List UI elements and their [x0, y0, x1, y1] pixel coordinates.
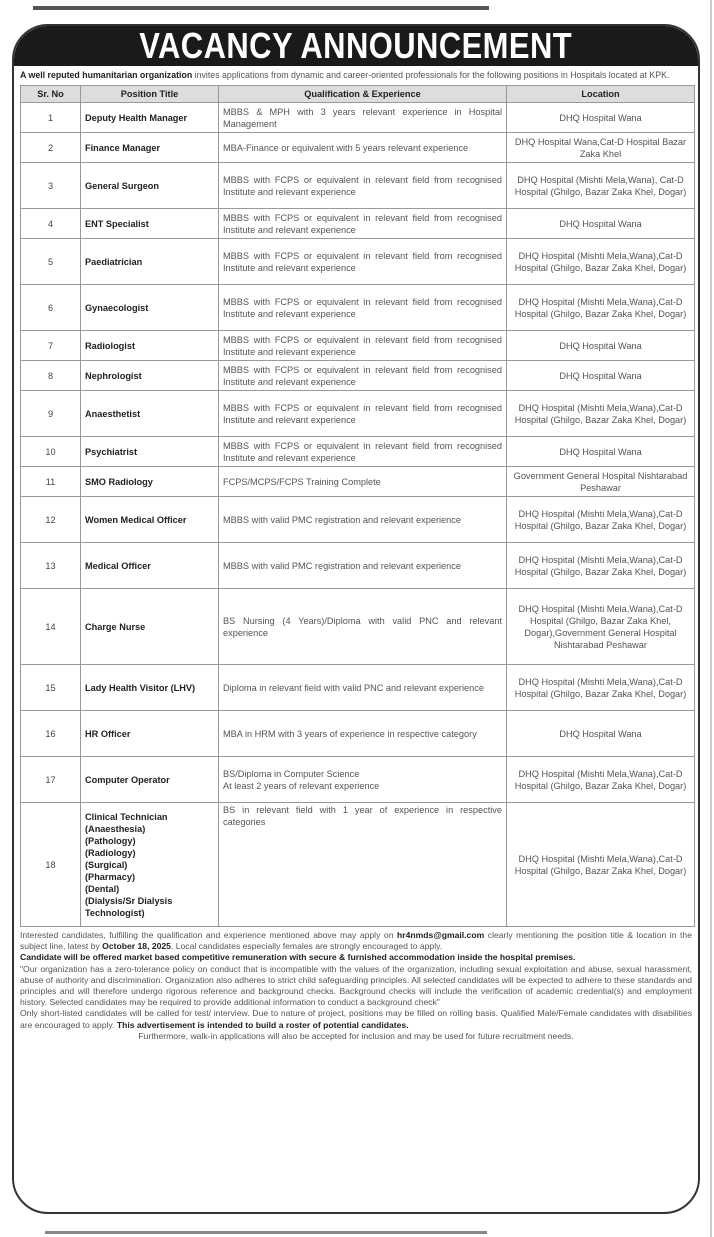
row-position-title: Nephrologist	[81, 361, 219, 391]
row-qualification: MBBS with valid PMC registration and relevant experience	[219, 497, 507, 543]
row-sr-no: 18	[21, 803, 81, 927]
row-sr-no: 14	[21, 589, 81, 665]
table-row	[21, 133, 695, 163]
deadline: October 18, 2025	[102, 941, 171, 952]
walkin-note: Furthermore, walk-in applications will also be accepted for inclusion and may be used for future recruitment needs.	[138, 1030, 574, 1041]
row-location: DHQ Hospital (Mishti Mela,Wana),Cat-D Hospital (Ghilgo, Bazar Zaka Khel, Dogar)	[507, 543, 695, 589]
page-title: VACANCY ANNOUNCEMENT	[139, 25, 573, 66]
apply-text-post: . Local candidates especially females are strongly encouraged to apply.	[170, 941, 443, 952]
row-location: DHQ Hospital (Mishti Mela,Wana),Cat-D Hospital (Ghilgo, Bazar Zaka Khel, Dogar),Government General Hospital Nishtarabad Peshawar	[507, 589, 695, 665]
row-location: DHQ Hospital Wana	[507, 331, 695, 361]
row-sr-no: 13	[21, 543, 81, 589]
table-row	[21, 803, 695, 927]
row-sr-no: 10	[21, 437, 81, 467]
remuneration-note	[20, 952, 692, 963]
vacancy-table	[20, 85, 695, 927]
row-position-title: SMO Radiology	[81, 467, 219, 497]
row-qualification: MBBS with FCPS or equivalent in relevant field from recognised Institute and relevant experience	[219, 361, 507, 391]
table-row	[21, 543, 695, 589]
row-location: DHQ Hospital Wana	[507, 437, 695, 467]
row-location: DHQ Hospital (Mishti Mela,Wana),Cat-D Hospital (Ghilgo, Bazar Zaka Khel, Dogar)	[507, 391, 695, 437]
table-row	[21, 467, 695, 497]
row-qualification: MBA in HRM with 3 years of experience in respective category	[219, 711, 507, 757]
table-row	[21, 285, 695, 331]
apply-email[interactable]: hr4nmds@gmail.com	[397, 930, 485, 940]
table-row	[21, 209, 695, 239]
row-position-title: Lady Health Visitor (LHV)	[81, 665, 219, 711]
row-qualification: Diploma in relevant field with valid PNC and relevant experience	[219, 665, 507, 711]
row-qualification: MBBS with FCPS or equivalent in relevant field from recognised Institute and relevant experience	[219, 331, 507, 361]
row-sr-no: 8	[21, 361, 81, 391]
row-position-title: Women Medical Officer	[81, 497, 219, 543]
row-qualification: MBBS with FCPS or equivalent in relevant field from recognised Institute and relevant experience	[219, 163, 507, 209]
table-row	[21, 361, 695, 391]
row-position-title: Gynaecologist	[81, 285, 219, 331]
apply-instructions	[20, 930, 692, 952]
row-qualification: MBBS with FCPS or equivalent in relevant field from recognised Institute and relevant experience	[219, 239, 507, 285]
row-location: DHQ Hospital (Mishti Mela,Wana),Cat-D Hospital (Ghilgo, Bazar Zaka Khel, Dogar)	[507, 239, 695, 285]
row-location: DHQ Hospital (Mishti Mela,Wana),Cat-D Hospital (Ghilgo, Bazar Zaka Khel, Dogar)	[507, 803, 695, 927]
row-sr-no: 7	[21, 331, 81, 361]
row-qualification: MBBS & MPH with 3 years relevant experience in Hospital Management	[219, 103, 507, 133]
row-sr-no: 17	[21, 757, 81, 803]
row-location: DHQ Hospital Wana,Cat-D Hospital Bazar Zaka Khel	[507, 133, 695, 163]
row-sr-no: 15	[21, 665, 81, 711]
row-location: DHQ Hospital Wana	[507, 361, 695, 391]
roster-text: This advertisement is intended to build a roster of potential candidates.	[116, 1019, 409, 1030]
table-row	[21, 437, 695, 467]
row-location: DHQ Hospital (Mishti Mela,Wana),Cat-D Hospital (Ghilgo, Bazar Zaka Khel, Dogar)	[507, 757, 695, 803]
row-position-title: HR Officer	[81, 711, 219, 757]
row-qualification: MBBS with FCPS or equivalent in relevant field from recognised Institute and relevant experience	[219, 209, 507, 239]
bottom-divider	[45, 1231, 487, 1234]
apply-text-pre: Interested candidates, fulfilling the qualification and experience mentioned above may apply on	[20, 930, 398, 940]
row-location: DHQ Hospital Wana	[507, 103, 695, 133]
table-row	[21, 589, 695, 665]
row-sr-no: 6	[21, 285, 81, 331]
row-qualification: FCPS/MCPS/FCPS Training Complete	[219, 467, 507, 497]
row-qualification: BS/Diploma in Computer Science At least 2 years of relevant experience	[219, 757, 507, 803]
row-sr-no: 2	[21, 133, 81, 163]
remuneration-text: Candidate will be offered market based competitive remuneration with secure & furnished accommodation inside the hospital premises.	[20, 952, 576, 963]
table-row	[21, 711, 695, 757]
row-location: Government General Hospital Nishtarabad Peshawar	[507, 467, 695, 497]
table-row	[21, 757, 695, 803]
header-qualification: Qualification & Experience	[219, 86, 507, 103]
row-position-title: Medical Officer	[81, 543, 219, 589]
row-sr-no: 11	[21, 467, 81, 497]
intro-body: invites applications from dynamic and career-oriented professionals for the following positions in Hospitals located at KPK.	[192, 70, 670, 80]
table-header-row	[21, 86, 695, 103]
table-row	[21, 103, 695, 133]
announcement-frame	[12, 24, 700, 1214]
policy-note: "Our organization has a zero-tolerance policy on conduct that is incompatible with the values of the organization, including sexual exploitation and abuse, sexual harassment, abuse of authority and discrimination. Organization also adheres to strict child safeguarding principles. All selected candidates will be expected to adhere to these standards and principles and will therefore undergo rigorous reference and background checks. Background checks will include the verification of academic credential(s) and employment history. Selected candidates may be required to provide additional information to conduct a background check"	[20, 963, 692, 1008]
row-location: DHQ Hospital (Mishti Mela,Wana),Cat-D Hospital (Ghilgo, Bazar Zaka Khel, Dogar)	[507, 497, 695, 543]
row-position-title: Psychiatrist	[81, 437, 219, 467]
row-sr-no: 16	[21, 711, 81, 757]
row-qualification: BS Nursing (4 Years)/Diploma with valid PNC and relevant experience	[219, 589, 507, 665]
row-qualification: BS in relevant field with 1 year of experience in respective categories	[219, 803, 507, 927]
header-position-title: Position Title	[81, 86, 219, 103]
footer-notes	[14, 927, 698, 1042]
row-qualification: MBBS with valid PMC registration and relevant experience	[219, 543, 507, 589]
row-location: DHQ Hospital Wana	[507, 711, 695, 757]
row-position-title: Deputy Health Manager	[81, 103, 219, 133]
row-position-title: Anaesthetist	[81, 391, 219, 437]
row-location: DHQ Hospital Wana	[507, 209, 695, 239]
row-qualification: MBBS with FCPS or equivalent in relevant field from recognised Institute and relevant experience	[219, 285, 507, 331]
page-edge	[710, 0, 712, 1237]
table-row	[21, 331, 695, 361]
top-divider	[33, 6, 489, 10]
row-qualification: MBBS with FCPS or equivalent in relevant field from recognised Institute and relevant experience	[219, 437, 507, 467]
table-row	[21, 163, 695, 209]
apply-text-mid: clearly mentioning the position title & location in the subject line, latest by	[20, 930, 692, 952]
table-row	[21, 665, 695, 711]
row-sr-no: 3	[21, 163, 81, 209]
row-position-title: ENT Specialist	[81, 209, 219, 239]
row-position-title: Paediatrician	[81, 239, 219, 285]
title-banner	[14, 26, 698, 66]
row-sr-no: 5	[21, 239, 81, 285]
row-position-title: Radiologist	[81, 331, 219, 361]
header-sr-no: Sr. No	[21, 86, 81, 103]
table-row	[21, 391, 695, 437]
row-location: DHQ Hospital (Mishti Mela,Wana),Cat-D Hospital (Ghilgo, Bazar Zaka Khel, Dogar)	[507, 665, 695, 711]
intro-bold: A well reputed humanitarian organization	[20, 70, 193, 80]
table-row	[21, 239, 695, 285]
row-location: DHQ Hospital (Mishti Mela,Wana), Cat-D Hospital (Ghilgo, Bazar Zaka Khel, Dogar)	[507, 163, 695, 209]
row-position-title: Finance Manager	[81, 133, 219, 163]
row-qualification: MBBS with FCPS or equivalent in relevant field from recognised Institute and relevant experience	[219, 391, 507, 437]
row-sr-no: 1	[21, 103, 81, 133]
row-sr-no: 9	[21, 391, 81, 437]
row-sr-no: 12	[21, 497, 81, 543]
row-qualification: MBA-Finance or equivalent with 5 years relevant experience	[219, 133, 507, 163]
table-row	[21, 497, 695, 543]
row-sr-no: 4	[21, 209, 81, 239]
shortlist-text: Only short-listed candidates will be called for test/ interview. Due to nature of project, positions may be filled on rolling basis. Qualified Male/Female candidates with disabilities are encouraged to apply.	[20, 1008, 692, 1030]
header-location: Location	[507, 86, 695, 103]
row-position-title: Clinical Technician (Anaesthesia) (Pathology) (Radiology) (Surgical) (Pharmacy) (Dental) (Dialysis/Sr Dialysis Technologist)	[81, 803, 219, 927]
row-location: DHQ Hospital (Mishti Mela,Wana),Cat-D Hospital (Ghilgo, Bazar Zaka Khel, Dogar)	[507, 285, 695, 331]
row-position-title: Computer Operator	[81, 757, 219, 803]
row-position-title: Charge Nurse	[81, 589, 219, 665]
intro-text	[14, 66, 698, 83]
shortlist-note	[20, 1008, 692, 1030]
row-position-title: General Surgeon	[81, 163, 219, 209]
